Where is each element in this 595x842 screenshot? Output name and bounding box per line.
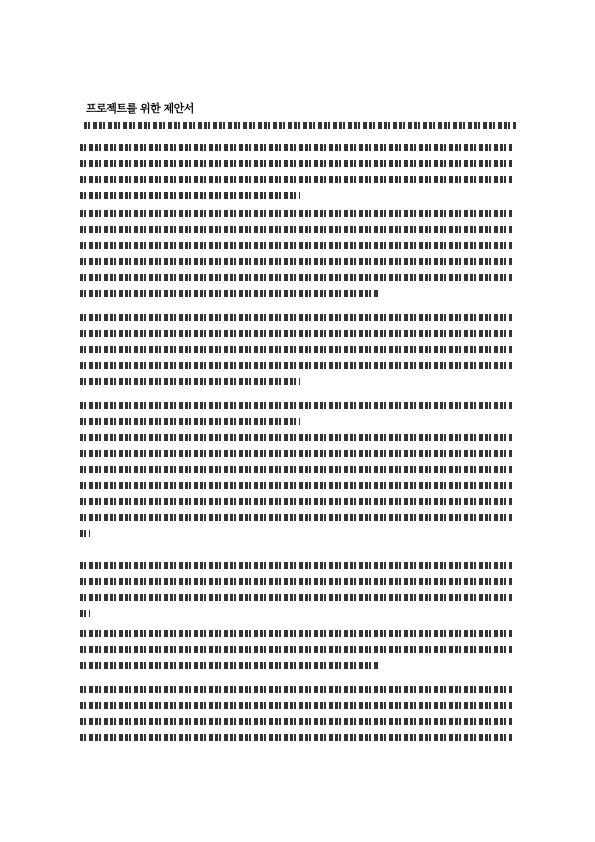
- text-line: [80, 330, 512, 337]
- text-line: [80, 314, 512, 321]
- text-line: [80, 242, 512, 249]
- text-line: [80, 514, 512, 521]
- text-line: [80, 482, 512, 489]
- document-title: 프로젝트를 위한 제안서: [86, 102, 194, 115]
- paragraph: [80, 402, 512, 434]
- paragraph: [80, 562, 512, 626]
- text-line: [80, 192, 300, 199]
- text-line: [80, 450, 512, 457]
- text-line: [80, 378, 300, 385]
- text-line: [80, 176, 512, 183]
- text-line: [80, 258, 512, 265]
- text-line: [80, 530, 90, 537]
- paragraph: [80, 144, 512, 208]
- text-line: [80, 646, 512, 653]
- text-line: [80, 434, 512, 441]
- text-line: [80, 610, 90, 617]
- text-line: [80, 226, 512, 233]
- text-line: [80, 578, 512, 585]
- text-line: [80, 662, 380, 669]
- paragraph: [80, 686, 512, 750]
- text-line: [80, 594, 512, 601]
- text-line: [80, 418, 300, 425]
- text-line: [80, 274, 512, 281]
- paragraph: [80, 630, 512, 678]
- text-line: [80, 718, 512, 725]
- text-line: [80, 160, 512, 167]
- text-line: [80, 144, 512, 151]
- paragraph: [80, 314, 512, 394]
- text-line: [80, 630, 512, 637]
- paragraph: [80, 122, 512, 138]
- text-line: [80, 466, 512, 473]
- paragraph: [80, 434, 512, 546]
- text-line: [80, 290, 380, 297]
- paragraph: [80, 210, 512, 306]
- text-line: [84, 122, 516, 129]
- text-line: [80, 402, 512, 409]
- text-line: [80, 362, 512, 369]
- text-line: [80, 346, 512, 353]
- text-line: [80, 210, 512, 217]
- text-line: [80, 686, 512, 693]
- text-line: [80, 702, 512, 709]
- text-line: [80, 498, 512, 505]
- text-line: [80, 562, 512, 569]
- text-line: [80, 734, 512, 741]
